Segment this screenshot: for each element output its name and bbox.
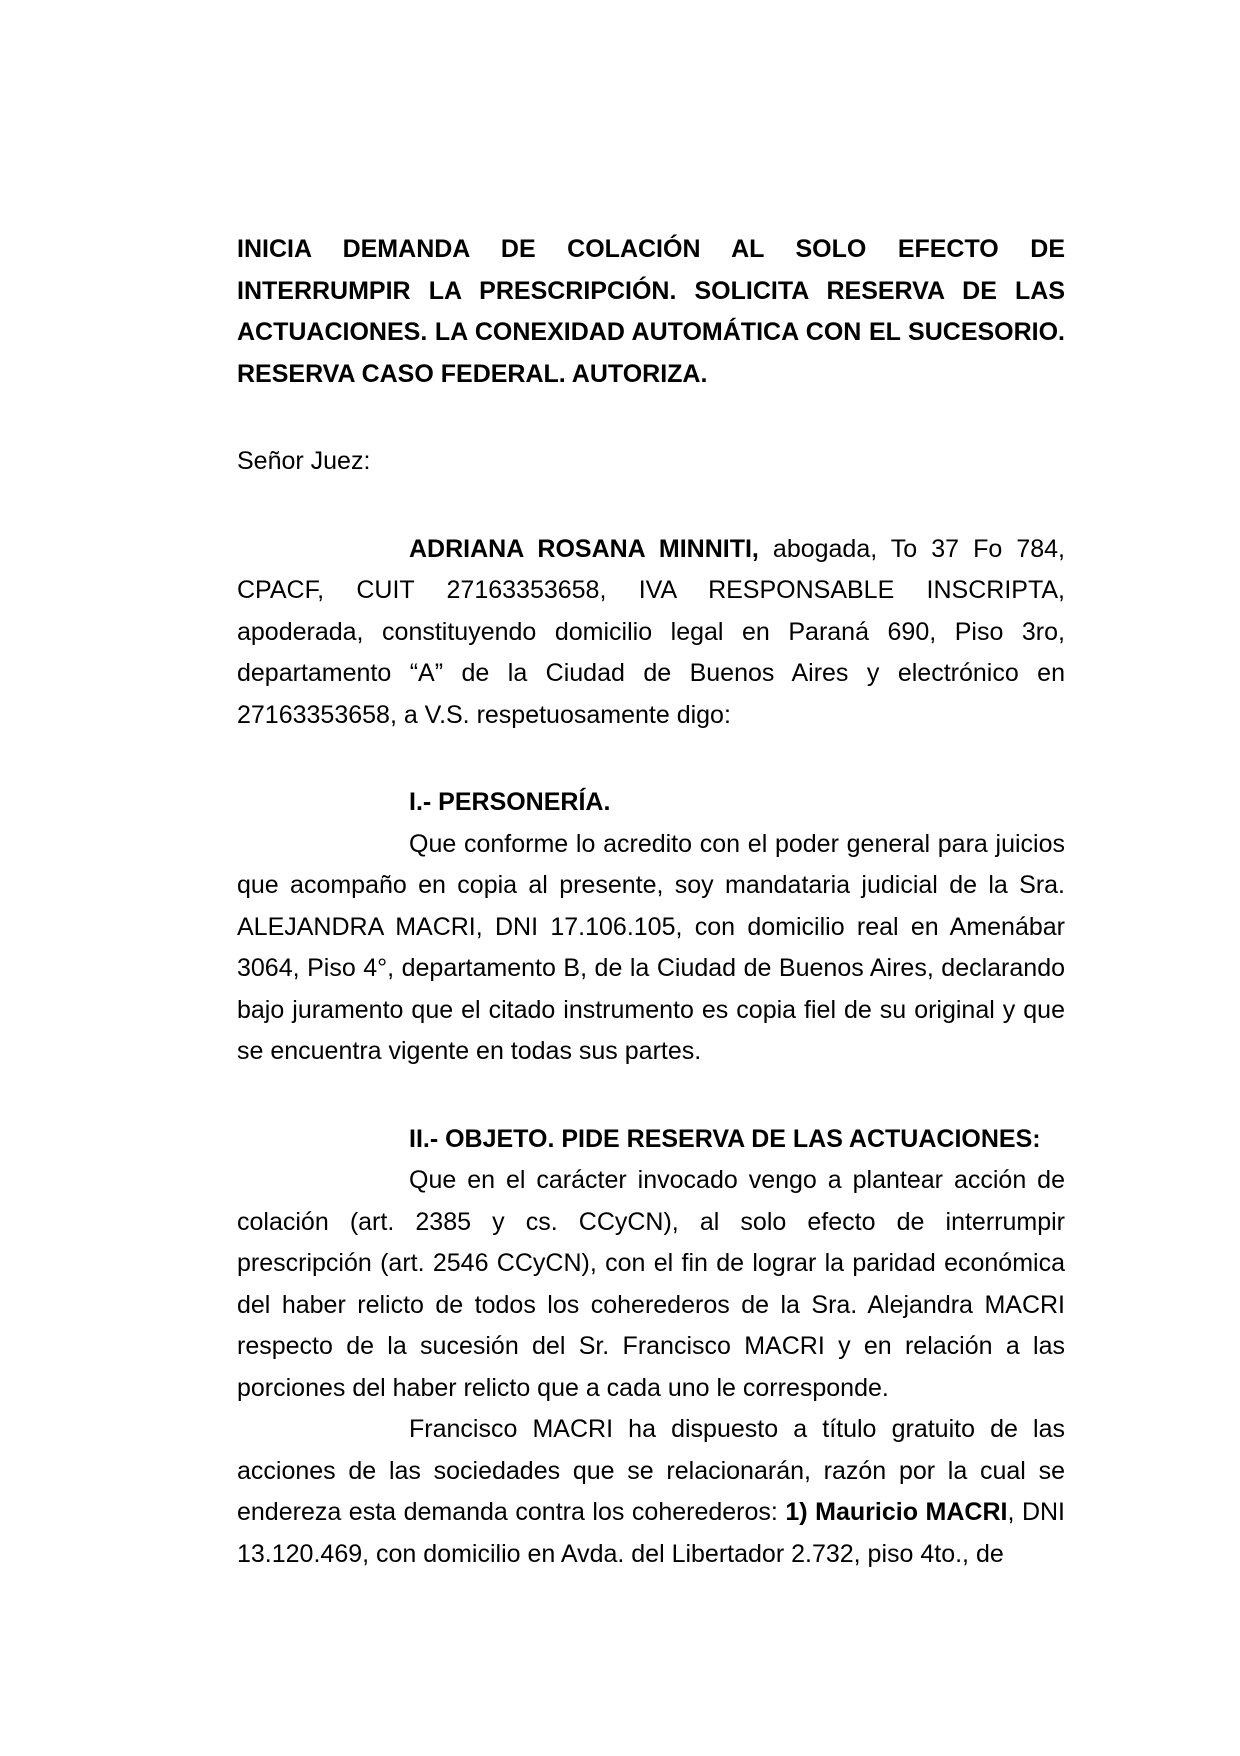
section-heading-personeria: I.- PERSONERÍA.: [409, 788, 611, 816]
intro-paragraph: [237, 529, 1065, 737]
demanda-paragraph: [237, 1409, 1065, 1575]
demanda-paragraph-text: Francisco MACRI ha dispuesto a título gratuito de las acciones de las sociedades que se relacionarán, razón por la cual se endereza esta demanda contra los coherederos:: [237, 1415, 1065, 1526]
demanda-paragraph-continuation: , DNI 13.120.469, con domicilio en Avda. del Libertador 2.732, piso 4to., de: [237, 1498, 1065, 1568]
section-heading-objeto: II.- OBJETO. PIDE RESERVA DE LAS ACTUACIONES:: [409, 1124, 1041, 1153]
document-title: INICIA DEMANDA DE COLACIÓN AL SOLO EFECTO DE INTERRUMPIR LA PRESCRIPCIÓN. SOLICITA RESERVA DE LAS ACTUACIONES. LA CONEXIDAD AUTOMÁTICA CON EL SUCESORIO. RESERVA CASO FEDERAL. AUTORIZA.: [237, 235, 1065, 388]
objeto-paragraph: Que en el carácter invocado vengo a plantear acción de colación (art. 2385 y cs. CCyCN), al solo efecto de interrumpir prescripción (art. 2546 CCyCN), con el fin de lograr la paridad económica del haber relicto de todos los coherederos de la Sra. Alejandra MACRI respecto de la sucesión del Sr. Francisco MACRI y en relación a las porciones del haber relicto que a cada uno le corresponde.: [237, 1166, 1065, 1402]
personeria-paragraph: Que conforme lo acredito con el poder general para juicios que acompaño en copia al presente, soy mandataria judicial de la Sra. ALEJANDRA MACRI, DNI 17.106.105, con domicilio real en Amenábar 3064, Piso 4°, departamento B, de la Ciudad de Buenos Aires, declarando bajo juramento que el citado instrumento es copia fiel de su original y que se encuentra vigente en todas sus partes.: [237, 829, 1065, 1065]
attorney-name: ADRIANA ROSANA MINNITI,: [409, 534, 759, 563]
codefendant-name: 1) Mauricio MACRI: [785, 1498, 1008, 1526]
intro-paragraph-text: abogada, To 37 Fo 784, CPACF, CUIT 27163353658, IVA RESPONSABLE INSCRIPTA, apoderada, constituyendo domicilio legal en Paraná 690, Piso 3ro, departamento “A” de la Ciudad de Buenos Aires y electrónico en 27163353658, a V.S. respetuosamente digo:: [237, 534, 1065, 729]
salutation: Señor Juez:: [237, 447, 371, 475]
